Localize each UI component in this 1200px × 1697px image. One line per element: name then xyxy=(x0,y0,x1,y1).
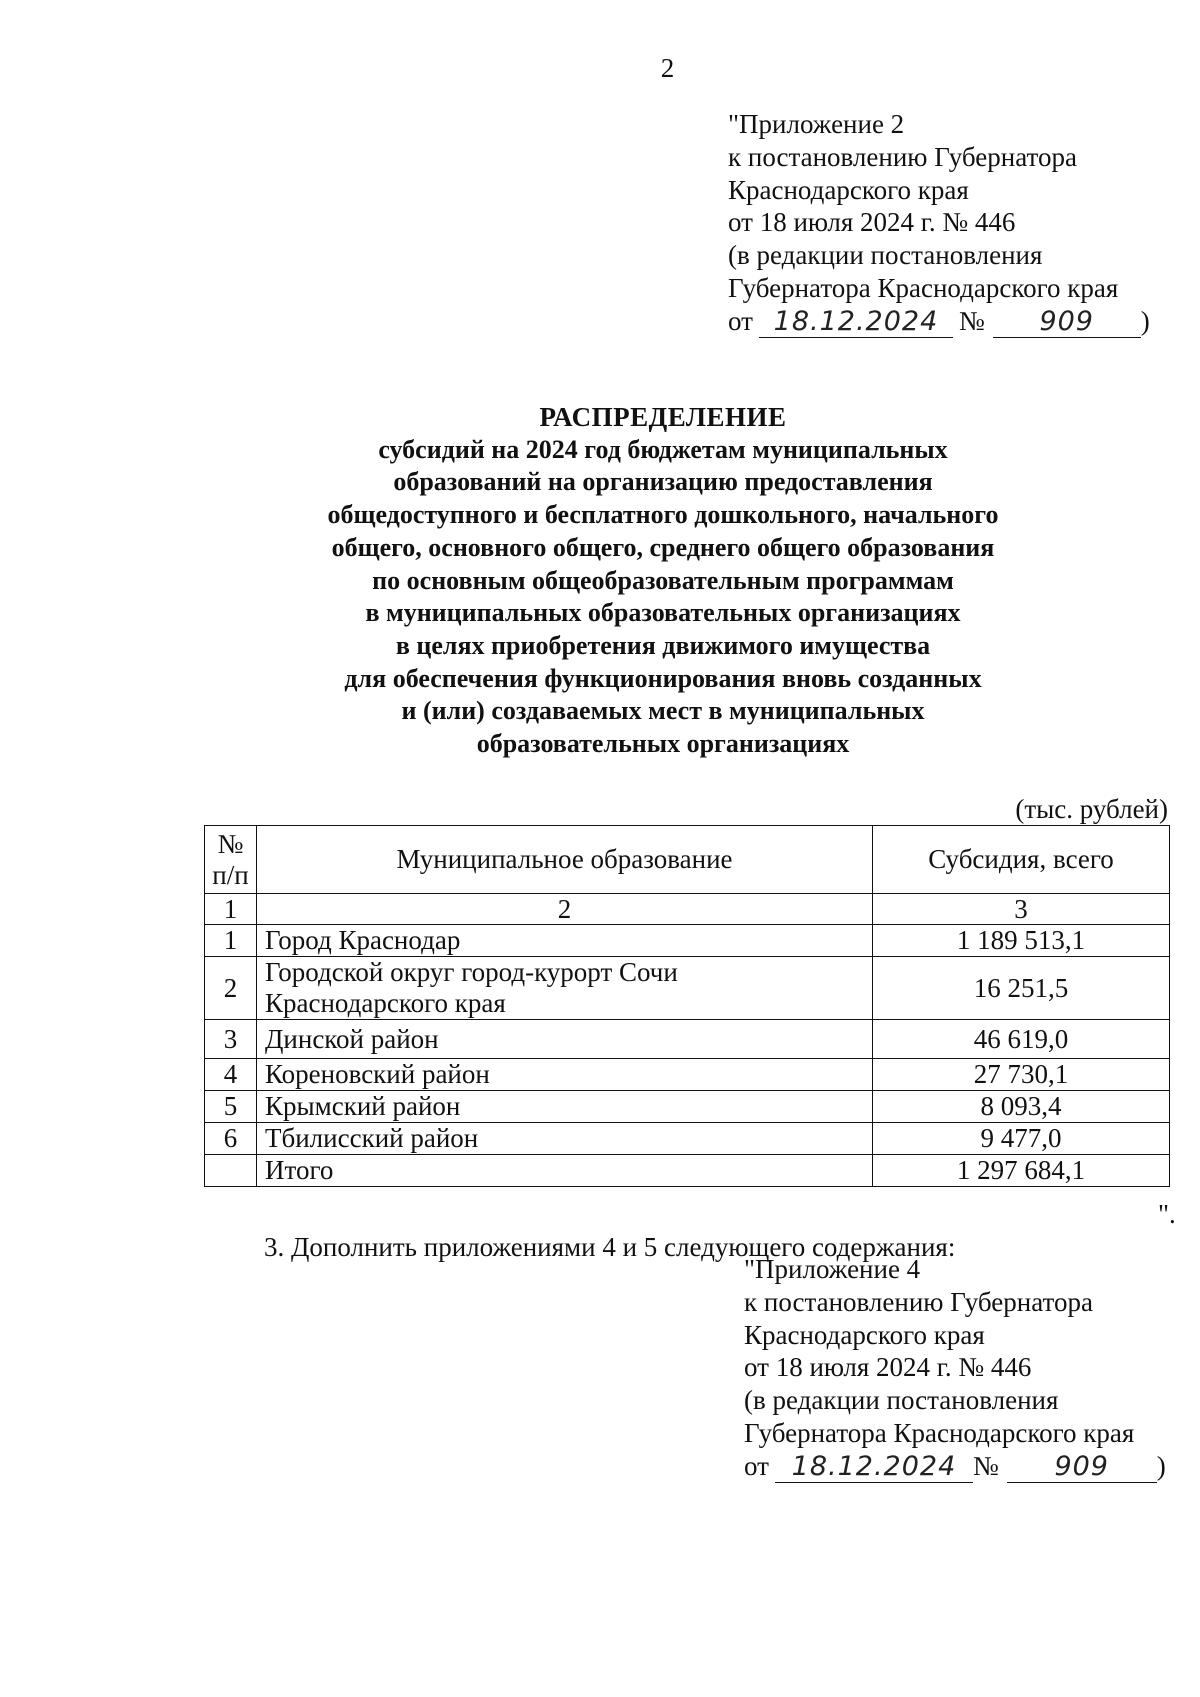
handwritten-date: 18.12.2024 xyxy=(759,307,953,338)
total-row xyxy=(205,1155,1170,1187)
title-line: и (или) создаваемых мест в муниципальных xyxy=(401,696,925,726)
table-row xyxy=(205,1091,1170,1123)
appendix-line: Краснодарского края xyxy=(744,1319,985,1350)
appendix-line: от 18 июля 2024 г. № 446 xyxy=(744,1352,1032,1383)
table-row xyxy=(205,957,1170,1020)
row-num: 6 xyxy=(205,1123,257,1155)
row-name: Кореновский район xyxy=(257,1059,873,1091)
page-number: 2 xyxy=(660,53,675,83)
appendix-line: Краснодарского края xyxy=(728,174,969,205)
appendix-2-header xyxy=(728,108,1150,338)
title-heading: РАСПРЕДЕЛЕНИЕ xyxy=(539,402,787,432)
appendix-line: Губернатора Краснодарского края xyxy=(744,1417,1135,1448)
unit-note: (тыс. рублей) xyxy=(1015,794,1168,824)
closing-quote: ". xyxy=(1158,1199,1176,1229)
row-name-line: Краснодарского края xyxy=(265,988,506,1018)
row-sum: 16 251,5 xyxy=(873,957,1170,1020)
row-name-line: Городской округ город-курорт Сочи xyxy=(265,957,678,987)
appendix-line: "Приложение 2 xyxy=(728,109,905,139)
title-line: для обеспечения функционирования вновь созданных xyxy=(344,663,982,693)
title-line: образовательных организациях xyxy=(476,729,850,759)
handwritten-date: 18.12.2024 xyxy=(775,1452,973,1483)
title-line: образований на организацию предоставления xyxy=(393,467,933,497)
row-sum: 46 619,0 xyxy=(873,1020,1170,1059)
index-cell: 2 xyxy=(257,894,873,925)
row-num: 5 xyxy=(205,1091,257,1123)
row-num: 3 xyxy=(205,1020,257,1059)
total-num xyxy=(205,1155,257,1187)
title-line: субсидий на 2024 год бюджетам муниципальных xyxy=(378,434,948,464)
row-num: 4 xyxy=(205,1059,257,1091)
appendix-line: к постановлению Губернатора xyxy=(728,141,1077,172)
table-row xyxy=(205,925,1170,957)
instruction-text: 3. Дополнить приложениями 4 и 5 следующего содержания: xyxy=(264,1232,956,1262)
from-label: от xyxy=(744,1450,769,1481)
appendix-signature-line xyxy=(744,1450,1166,1483)
appendix-line: "Приложение 4 xyxy=(744,1254,921,1284)
title-line: общедоступного и бесплатного дошкольного, начального xyxy=(327,500,999,530)
header-num-line: п/п xyxy=(212,859,249,890)
row-name: Тбилисский район xyxy=(257,1123,873,1155)
appendix-line: (в редакции постановления xyxy=(728,240,1043,271)
row-sum: 1 189 513,1 xyxy=(873,925,1170,957)
header-num xyxy=(205,826,257,894)
row-name: Город Краснодар xyxy=(257,925,873,957)
total-label: Итого xyxy=(257,1155,873,1187)
handwritten-number: 909 xyxy=(993,307,1141,338)
number-label: № xyxy=(958,305,985,336)
title-line: в целях приобретения движимого имущества xyxy=(395,630,931,660)
document-title xyxy=(292,401,1034,761)
appendix-line: от 18 июля 2024 г. № 446 xyxy=(728,207,1016,238)
table-row xyxy=(205,1059,1170,1091)
appendix-line: (в редакции постановления xyxy=(744,1385,1059,1416)
total-sum: 1 297 684,1 xyxy=(873,1155,1170,1187)
header-name: Муниципальное образование xyxy=(257,826,873,894)
row-num: 2 xyxy=(205,957,257,1020)
table-header-row xyxy=(205,826,1170,894)
row-sum: 8 093,4 xyxy=(873,1091,1170,1123)
close-paren: ) xyxy=(1156,1450,1166,1481)
close-paren: ) xyxy=(1140,305,1150,336)
appendix-4-header xyxy=(744,1253,1166,1483)
table-row xyxy=(205,1020,1170,1059)
subsidy-table xyxy=(204,825,1170,1187)
title-line: общего, основного общего, среднего общего образования xyxy=(331,532,995,562)
row-name: Крымский район xyxy=(257,1091,873,1123)
appendix-line: к постановлению Губернатора xyxy=(744,1286,1093,1317)
table-row xyxy=(205,1123,1170,1155)
column-index-row xyxy=(205,894,1170,925)
row-name: Динской район xyxy=(257,1020,873,1059)
from-label: от xyxy=(728,305,753,336)
title-line: по основным общеобразовательным программам xyxy=(372,565,954,595)
appendix-line: Губернатора Краснодарского края xyxy=(728,272,1119,303)
header-sum: Субсидия, всего xyxy=(873,826,1170,894)
handwritten-number: 909 xyxy=(1007,1452,1157,1483)
row-sum: 9 477,0 xyxy=(873,1123,1170,1155)
index-cell: 3 xyxy=(873,894,1170,925)
row-name xyxy=(257,957,873,1020)
appendix-signature-line xyxy=(728,305,1150,338)
row-sum: 27 730,1 xyxy=(873,1059,1170,1091)
index-cell: 1 xyxy=(205,894,257,925)
title-line: в муниципальных образовательных организациях xyxy=(365,598,961,628)
header-num-line: № xyxy=(217,828,244,859)
row-num: 1 xyxy=(205,925,257,957)
number-label: № xyxy=(972,1450,999,1481)
